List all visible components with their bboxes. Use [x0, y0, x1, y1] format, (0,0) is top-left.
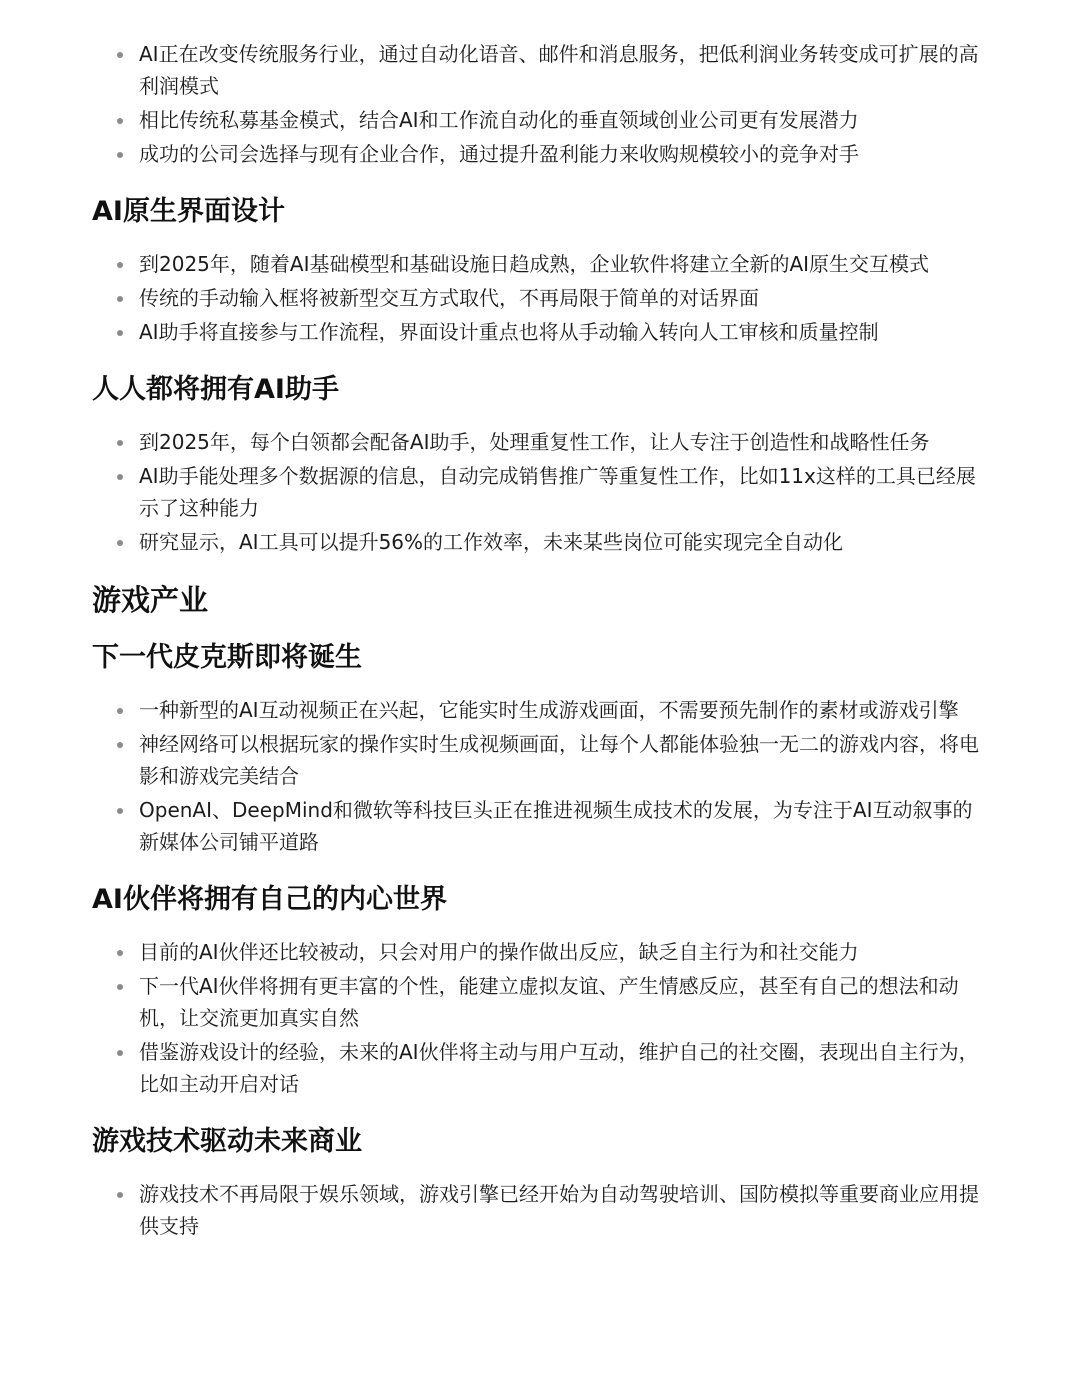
heading-gaming-industry: 游戏产业: [92, 583, 209, 617]
list-item: 目前的AI伙伴还比较被动，只会对用户的操作做出反应，缺乏自主行为和社交能力: [92, 936, 992, 968]
list-item: 借鉴游戏设计的经验，未来的AI伙伴将主动与用户互动，维护自己的社交圈，表现出自主行为，比如主动开启对话: [92, 1036, 992, 1100]
list-item: AI助手能处理多个数据源的信息，自动完成销售推广等重复性工作，比如11x这样的工具已经展示了这种能力: [92, 460, 992, 524]
next-pixar-list: [92, 694, 992, 858]
heading-ai-companion: AI伙伴将拥有自己的内心世界: [92, 884, 447, 915]
list-item: AI正在改变传统服务行业，通过自动化语音、邮件和消息服务，把低利润业务转变成可扩展的高利润模式: [92, 38, 992, 102]
ai-native-list: [92, 248, 992, 348]
game-tech-business-list: [92, 1178, 992, 1242]
ai-companion-list: [92, 936, 992, 1100]
list-item: OpenAI、DeepMind和微软等科技巨头正在推进视频生成技术的发展，为专注于AI互动叙事的新媒体公司铺平道路: [92, 794, 992, 858]
article-body: [92, 38, 992, 1244]
list-item: 研究显示，AI工具可以提升56%的工作效率，未来某些岗位可能实现完全自动化: [92, 526, 992, 558]
list-item: 相比传统私募基金模式，结合AI和工作流自动化的垂直领域创业公司更有发展潜力: [92, 104, 992, 136]
heading-ai-native-interface: AI原生界面设计: [92, 196, 285, 227]
list-item: 到2025年，每个白领都会配备AI助手，处理重复性工作，让人专注于创造性和战略性任务: [92, 426, 992, 458]
list-item: 传统的手动输入框将被新型交互方式取代，不再局限于简单的对话界面: [92, 282, 992, 314]
heading-ai-assistant: 人人都将拥有AI助手: [92, 374, 339, 405]
intro-list: [92, 38, 992, 170]
list-item: 到2025年，随着AI基础模型和基础设施日趋成熟，企业软件将建立全新的AI原生交互模式: [92, 248, 992, 280]
heading-next-pixar: 下一代皮克斯即将诞生: [92, 642, 362, 673]
list-item: 成功的公司会选择与现有企业合作，通过提升盈利能力来收购规模较小的竞争对手: [92, 138, 992, 170]
ai-assistant-list: [92, 426, 992, 558]
heading-game-tech-business: 游戏技术驱动未来商业: [92, 1126, 362, 1157]
list-item: 下一代AI伙伴将拥有更丰富的个性，能建立虚拟友谊、产生情感反应，甚至有自己的想法和动机，让交流更加真实自然: [92, 970, 992, 1034]
list-item: AI助手将直接参与工作流程，界面设计重点也将从手动输入转向人工审核和质量控制: [92, 316, 992, 348]
list-item: 一种新型的AI互动视频正在兴起，它能实时生成游戏画面，不需要预先制作的素材或游戏引擎: [92, 694, 992, 726]
list-item: 游戏技术不再局限于娱乐领域，游戏引擎已经开始为自动驾驶培训、国防模拟等重要商业应用提供支持: [92, 1178, 992, 1242]
list-item: 神经网络可以根据玩家的操作实时生成视频画面，让每个人都能体验独一无二的游戏内容，将电影和游戏完美结合: [92, 728, 992, 792]
